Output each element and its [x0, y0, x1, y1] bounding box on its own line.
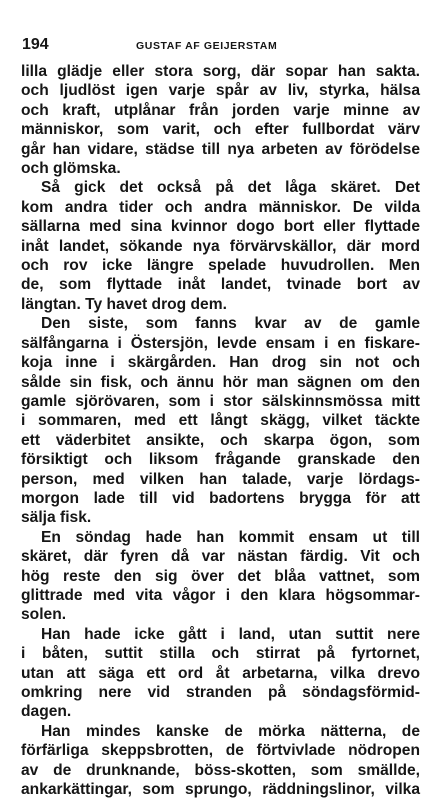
text-line: person, med vilken han talade, varje lördags- — [21, 470, 420, 488]
text-line: i båten, suttit stilla och stirrat på fyrtornet, — [21, 645, 420, 663]
text-line: sålde sin fisk, och ännu hör man sägnen om den — [21, 373, 420, 391]
text-line: i sommaren, med ett långt skägg, vilket täckte — [21, 412, 420, 430]
text-line: inåt landet, sökande nya förvärvskällor, där mord — [21, 237, 420, 255]
text-line: Den siste, som fanns kvar av de gamle — [41, 315, 420, 333]
text-line: sälja fisk. — [21, 509, 92, 527]
text-line: går han vidare, städse till nya arbeten av förödelse — [21, 140, 420, 158]
text-line: sällarna med sina kvinnor dogo bort eller flyttade — [21, 218, 420, 236]
body-text — [21, 62, 420, 799]
text-line: och glömska. — [21, 160, 121, 178]
text-line: de, som flyttade inåt landet, tvinade bort av — [21, 276, 420, 294]
text-line: förfärliga skeppsbrotten, de förtvivlade nödropen — [21, 742, 420, 760]
text-line: gamle sjörövaren, som i stor sälskinnsmössa mitt — [21, 392, 420, 410]
text-line: omkring nere vid stranden på söndagsförmid- — [21, 684, 420, 701]
text-line: sälfångarna i Östersjön, levde ensam i en fiskare- — [21, 334, 420, 352]
page-number: 194 — [22, 36, 49, 53]
text-line: solen. — [21, 606, 67, 624]
page-header — [22, 36, 418, 56]
text-line: glittrade med vita vågor i den klara högsommar- — [21, 586, 420, 604]
text-line: skäret, där fyren då var nästan färdig. Vit och — [21, 548, 420, 566]
text-line: dagen. — [21, 703, 72, 721]
text-line: Han mindes kanske de mörka nätterna, de — [41, 722, 420, 740]
text-line: av de drunknande, böss-skotten, som smällde, — [21, 761, 420, 779]
text-line: koja inne i skärgården. Han drog sin not och — [21, 354, 420, 372]
text-line: lilla glädje eller stora sorg, där sopar han sakta. — [21, 63, 420, 80]
text-line: och ljudlöst igen varje spår av liv, styrka, hälsa — [21, 82, 420, 100]
text-line: morgon lade till vid badortens brygga för att — [21, 489, 420, 507]
text-line: och rov icke längre spelade huvudrollen. Men — [21, 257, 420, 275]
text-line: och kraft, utplånar från jorden varje minne av — [21, 101, 420, 119]
text-line: En söndag hade han kommit ensam ut till — [41, 528, 420, 546]
text-line: försiktigt och liksom frågande granskade den — [21, 451, 420, 469]
text-line: utan att säga ett ord åt arbetarna, vilka drevo — [21, 664, 420, 682]
text-line: Så gick det också på det låga skäret. Det — [41, 179, 420, 197]
text-line: ankarkättingar, som sprungo, räddningslinor, vilka — [21, 781, 420, 799]
text-line: människor, som varit, och efter fullbordat värv — [21, 121, 420, 139]
running-head: GUSTAF AF GEIJERSTAM — [136, 40, 278, 52]
text-line: kom andra tider och andra människor. De vilda — [21, 198, 420, 216]
text-line: hög reste den sig över det blåa vattnet, som — [21, 567, 420, 585]
text-line: Han hade icke gått i land, utan suttit nere — [41, 625, 420, 643]
text-line: längtan. Ty havet drog dem. — [21, 295, 227, 313]
text-line: ett väderbitet ansikte, och skarpa ögon, som — [21, 431, 420, 449]
